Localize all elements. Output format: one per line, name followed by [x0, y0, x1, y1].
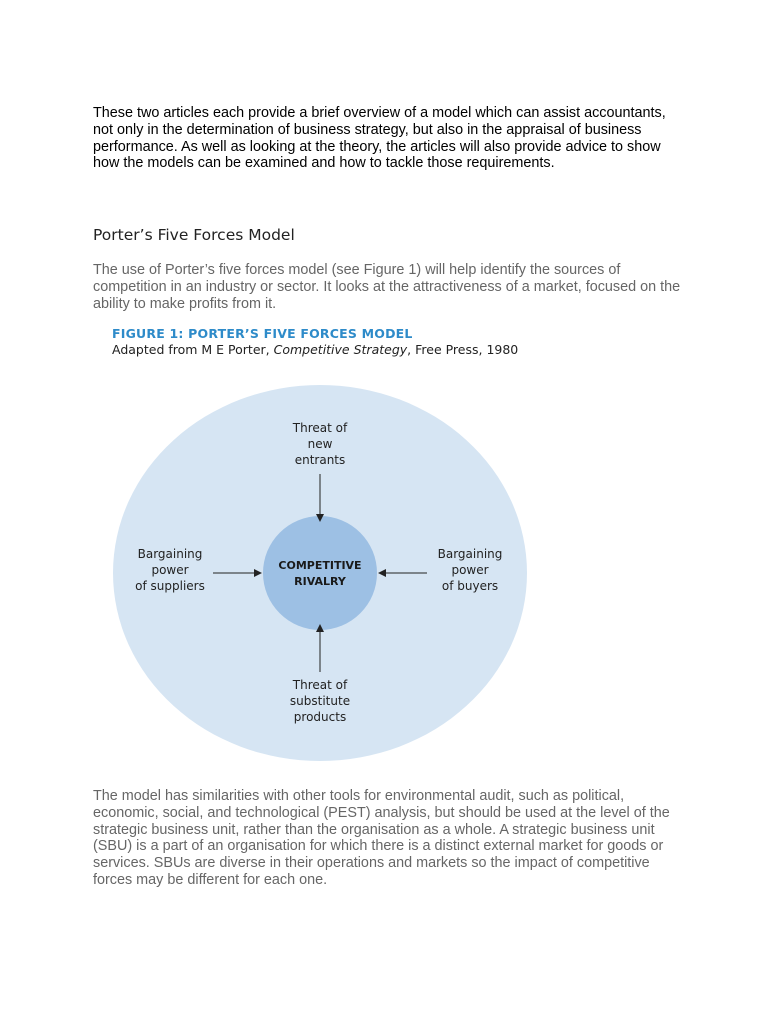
five-forces-diagram	[100, 380, 540, 766]
bottom-force-line3: products	[293, 710, 347, 724]
body-paragraph-2: The model has similarities with other tools for environmental audit, such as political, economic, social, and technological (PEST) analysis, but should be used at the level of the strategic business unit, rather than the organisation as a whole. A strategic business unit (SBU) is a part of an organisation for which there is a distinct external market for goods or services. SBUs are diverse in their operations and markets so the impact of competitive forces may be different for each one.	[93, 788, 670, 888]
intro-paragraph: These two articles each provide a brief overview of a model which can assist accountants, not only in the determination of business strategy, but also in the appraisal of business performance. As well as looking at the theory, the articles will also provide advice to show how the models can be examined and how to tackle those requirements.	[93, 105, 666, 172]
left-force-line1: Bargaining	[137, 547, 203, 561]
rivalry-circle	[263, 516, 377, 630]
core-label-line2: RIVALRY	[294, 575, 346, 588]
bottom-force-line2: substitute	[289, 694, 351, 708]
figure-caption	[112, 342, 518, 357]
caption-suffix: , Free Press, 1980	[407, 342, 519, 357]
section-heading: Porter’s Five Forces Model	[93, 226, 295, 244]
left-force-line2: power	[151, 563, 189, 577]
top-force-line1: Threat of	[292, 421, 348, 435]
core-label-line1: COMPETITIVE	[278, 559, 362, 572]
right-force-line3: of buyers	[441, 579, 499, 593]
body-paragraph-1: The use of Porter’s five forces model (see Figure 1) will help identify the sources of competition in an industry or sector. It looks at the attractiveness of a market, focused on the ability to make profits from it.	[93, 262, 681, 312]
top-force-line2: new	[307, 437, 333, 451]
right-force-line2: power	[451, 563, 489, 577]
right-force-line1: Bargaining	[437, 547, 503, 561]
left-force-line3: of suppliers	[135, 579, 205, 593]
caption-prefix: Adapted from M E Porter,	[112, 342, 274, 357]
bottom-force-line1: Threat of	[292, 678, 348, 692]
caption-italic: Competitive Strategy	[273, 342, 408, 357]
figure-title: FIGURE 1: PORTER’S FIVE FORCES MODEL	[112, 326, 413, 341]
top-force-line3: entrants	[294, 453, 346, 467]
